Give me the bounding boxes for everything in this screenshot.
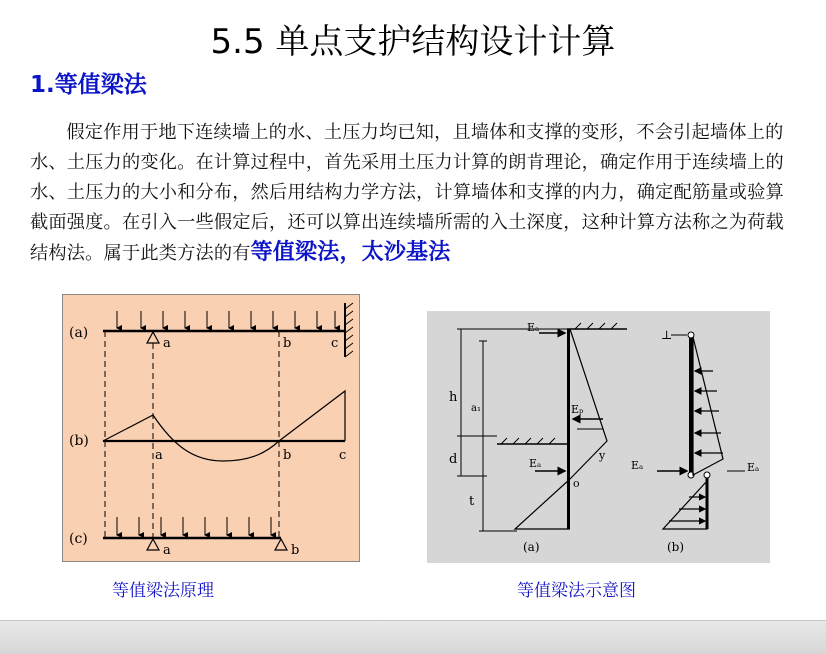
body-paragraph [30,118,790,269]
support-hatch-top: ⊥ [661,328,673,342]
point-label-a: a [163,336,171,351]
point-label-b: b [283,336,292,351]
paragraph-text: 假定作用于地下连续墙上的水、土压力均已知，且墙体和支撑的变形，不会引起墙体上的水、土压力的变化。在计算过程中，首先采用土压力计算的朗肯理论，确定作用于连续墙上的水、土压力的大小和分布，然后用结构力学方法，计算墙体和支撑的内力，确定配筋量或验算截面强度。在引入一些假定后，还可以算出连续墙所需的入土深度，这种计算方法称之为荷载结构法。属于此类方法的有 [30,122,784,264]
section-heading: 1.等值梁法 [30,72,147,98]
bottom-status-bar [0,620,826,654]
dim-label-a1: a₁ [471,403,481,414]
figure-equivalent-beam-schematic [427,311,770,563]
row-label-a: (a) [69,325,89,341]
point-label-o: o [573,477,580,490]
point-label-a-2: a [155,448,163,463]
dim-label-t: t [469,494,475,509]
beam-diagram [63,295,359,561]
point-label-c: c [331,336,339,351]
row-label-b: (b) [69,433,89,449]
point-label-b-2: b [283,448,292,463]
row-label-c: (c) [69,531,88,547]
sub-label-b: (b) [667,540,685,554]
dim-label-d: d [449,452,458,467]
sub-label-a: (a) [523,540,540,554]
point-label-b-3: b [291,543,300,558]
force-label-ea-4: Eₐ [747,461,760,474]
figure-equivalent-beam-principle [62,294,360,562]
dim-label-h: h [449,390,458,405]
force-label-ea-2: Eₐ [529,457,542,470]
schematic-diagram [427,311,770,563]
force-label-ep-1: Eₚ [571,403,584,416]
caption-left: 等值梁法原理 [112,581,214,601]
caption-right: 等值梁法示意图 [517,581,636,601]
paragraph-highlight: 等值梁法，太沙基法 [250,240,451,265]
force-label-ea-1: Eₐ [527,321,540,334]
dim-label-y: y [599,449,606,462]
force-label-ea-3: Eₐ [631,459,644,472]
point-label-a-3: a [163,543,171,558]
point-label-c-2: c [339,448,347,463]
page-title: 5.5 单点支护结构设计计算 [210,22,616,62]
